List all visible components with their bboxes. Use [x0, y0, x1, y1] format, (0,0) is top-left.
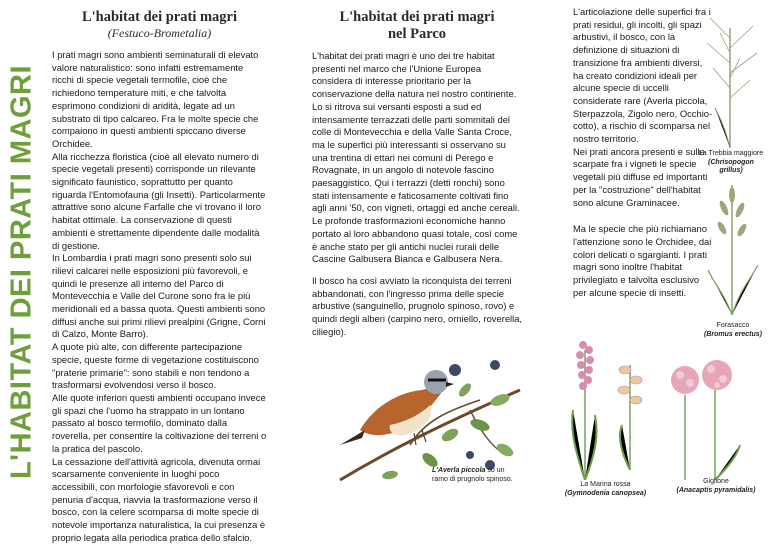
- trebbia-latin-name: (Chrisopogon grillus): [708, 159, 754, 175]
- col3-text: [573, 6, 713, 299]
- marina-caption: [558, 481, 653, 498]
- col1-paragraph: I prati magri sono ambienti seminaturali di elevato valore naturalistico: sono infatti estremamente ricchi di specie vegetali termofile, cioè che richiedono temperature miti, e che talvolta esprimono condizioni di aridità, legate ad un substrato di tipo calcareo. Fra le molte specie che compaiono in questi ambienti spiccano diverse Orchidee.: [52, 49, 267, 151]
- shrike-caption: [432, 467, 522, 484]
- marina-latin-name: (Gymnodenia canopsea): [565, 490, 646, 497]
- forasacco-common-name: Forasacco: [702, 322, 764, 331]
- col2-paragraph: Lo si ritrova sui versanti esposti a sud ed intensamente terrazzati delle parti sommitali del colle di Montevecchia e della Valle Santa Croce, ma le superfici più interessanti si osservano su una trentina di ettari nei comuni di Perego e Rovagnate, in un angolo di notevole fascino paesaggistico. Qui i terrazzi (detti ronchi) sono stati intensamente e faticosamente coltivati fino agli anni '50, con vigneti, ortaggi ed anche cereali. Le profonde trasformazioni economiche hanno portato al loro abbandono quasi totale, così come è anche stato per gli antichi nuclei rurali delle Cascine Galbusera Bianca e Galbusera Nera.: [312, 101, 522, 266]
- side-title-text: L'HABITAT DEI PRATI MAGRI: [6, 64, 39, 478]
- forasacco-caption: [702, 322, 764, 339]
- giglione-latin-name: (Anacaptis pyramidalis): [677, 487, 756, 494]
- col1-paragraph: A quote più alte, con differente partecipazione specie, queste forme di vegetazione costituiscono "praterie primarie": sono stabili e non tendono a trasformarsi evolvendosi verso il bosco.: [52, 341, 267, 392]
- shrike-caption-name: L'Averla piccola: [432, 467, 485, 474]
- grass-illustration-trebbia: [695, 8, 765, 148]
- giglione-common-name: Giglione: [668, 478, 764, 487]
- column-habitat-park: [312, 0, 522, 338]
- col2-title-line1: L'habitat dei prati magri: [312, 9, 522, 26]
- column-species: [573, 0, 713, 299]
- column-habitat-intro: [52, 0, 267, 544]
- giglione-caption: [668, 478, 764, 495]
- col2-paragraph: L'habitat dei prati magri è uno dei tre habitat presenti nel marco che l'Unione Europea considera di interesse prioritario per la conservazione della natura nel nostro continente.: [312, 50, 522, 101]
- col2-paragraph: Il bosco ha così avviato la riconquista dei terreni abbandonati, con l'ingresso prima delle specie arbustive (sanguinello, prugnolo spinoso, rovo) e quindi degli alberi (carpino nero, orniello, roverella, ciliegio).: [312, 275, 522, 339]
- forasacco-latin-name: (Bromus erectus): [704, 331, 762, 338]
- col1-paragraph: Alla ricchezza floristica (cioè all elevato numero di specie vegetali presenti) corrisponde un rilevante significato faunistico, soprattutto per quanto riguarda l'Entomofauna (gli Insetti). Particolarmente attrattive sono alcune Farfalle che vi trovano il loro habitat ottimale. La conservazione di questi ambienti è strettamente dipendente dalle modalità di gestione.: [52, 151, 267, 253]
- col1-paragraph: In Lombardia i prati magri sono presenti solo sui rilievi calcarei nelle esposizioni più favorevoli, e quindi le presenze all interno del Parco di Montevecchia e Valle del Curone sono fra le più meridionali ed a bassa quota. Questi ambienti sono diffusi anche sui primi rilievi prealpini (Grigne, Corni di Calzo, Monte Barro).: [52, 252, 267, 341]
- col1-paragraph: La cessazione dell'attività agricola, divenuta ormai scarsamente conveniente in luoghi poco accessibili, con morfologie sfavorevoli e con penuria d'acqua, riavvia la trasformazione verso il bosco, con la celere scomparsa di molte specie di notevole importanza naturalistica, la cui presenza è proprio legata alla periodica pratica dello sfalcio.: [52, 456, 267, 544]
- orchid-illustration-yellow: [600, 340, 660, 470]
- col1-subtitle: (Festuco-Brometalia): [52, 26, 267, 41]
- col3-paragraph: L'articolazione delle superfici fra i prati residui, gli incolti, gli spazi arbustivi, il bosco, con la definizione di situazioni di transizione fra ambienti diversi, ha creato condizioni ideali per alcune specie di uccelli considerate rare (Averla piccola, Sterpazzola, Zigolo nero, Occhio-cotto), a rischio di scomparsa nel nostro territorio.: [573, 6, 713, 146]
- shrike-caption-rest: su un ramo di prugnolo spinoso.: [432, 467, 513, 483]
- col2-text: [312, 50, 522, 338]
- col1-text: [52, 49, 267, 544]
- side-title: [0, 0, 44, 543]
- col3-paragraph: Ma le specie che più richiamano l'attenzione sono le Orchidee, dai colori delicati o sgargianti. I prati magri sono inoltre l'habitat privilegiato e talvolta esclusivo per alcune specie di insetti.: [573, 223, 713, 299]
- trebbia-common-name: La Trebbia maggiore: [698, 150, 764, 159]
- col2-title-line2: nel Parco: [312, 26, 522, 43]
- col1-title: L'habitat dei prati magri: [52, 9, 267, 26]
- col3-paragraph: Nei prati ancora presenti e sulle scarpate fra i vigneti le specie vegetali più diffuse ed importanti per la "costruzione" dell'habitat sono alcune Graminacee.: [573, 146, 713, 210]
- marina-common-name: La Marina rossa: [558, 481, 653, 490]
- orchid-illustration-giglione: [655, 355, 750, 480]
- grass-illustration-forasacco: [700, 170, 765, 315]
- col1-paragraph: Alle quote inferiori questi ambienti occupano invece gli spazi che l'uomo ha strappato in un lontano passato al bosco termofilo, dominato dalla roverella, per consentire la coltivazione dei terreni o la pratica del pascolo.: [52, 392, 267, 456]
